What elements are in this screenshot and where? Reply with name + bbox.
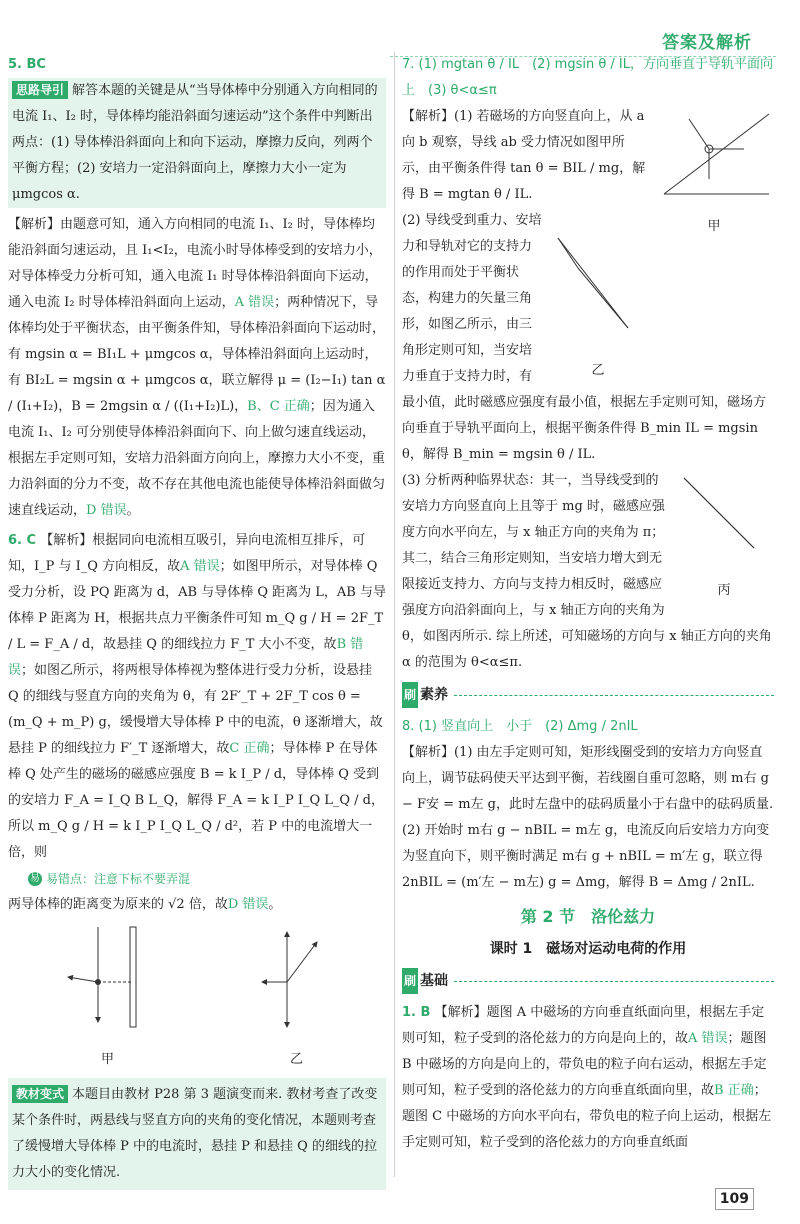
q5-answer: 5. BC (8, 57, 46, 72)
textbook-text: 本题目由教材 P28 第 3 题演变而来. 教材考查了改变某个条件时，两悬线与竖直方向的夹角的变化情况，本题则考查了缓慢增大导体棒 P 中的电流时，悬挂 P 和悬挂 Q 的细线的拉力大小的变化情况. (12, 1087, 378, 1180)
figure-q7-bing (674, 468, 774, 604)
force-diagram-yi (237, 922, 357, 1047)
q6-part4: ；导体棒 P 在导体棒 Q 处产生的磁场的磁感应强度 B = k I_P / d，导体棒 Q 受到的安培力 F_A = I_Q B L_Q，解得 F_A = k I_P I_Q L_Q / d，所以 m_Q g / H = k I_P I_Q L_Q / d²，若 P 中的电流增大一倍，则 (8, 741, 385, 860)
q5-analysis-part1: 【解析】由题意可知，通入方向相同的电流 I₁、I₂ 时，导体棒均能沿斜面匀速运动，且 I₁<I₂，电流小时导体棒受到的安培力小，对导体棒受力分析可知，通入电流 I₁ 时导体棒沿斜面向下运动，通入电流 I₂ 时导体棒沿斜面向上运动， (8, 217, 382, 310)
brush-icon: 刷 (402, 968, 418, 994)
q1-part1: 【解析】题图 A 中磁场的方向垂直纸面向里，根据左手定则可知，粒子受到的洛伦兹力的方向是向上的，故 (402, 1005, 765, 1046)
error-note-text: 易错点：注意下标不要弄混 (46, 872, 191, 886)
q6-answer: 6. C (8, 533, 37, 548)
vector-triangle-bing (674, 468, 774, 568)
q7-part1: 【解析】(1) 若磁场的方向竖直向上，从 a 向 b 观察，导线 ab 受力情况如图甲所示，由平衡条件得 tan θ = BIL / mg，解得 B = mgtan θ / IL. (402, 109, 646, 202)
figure-q7-jia-label: 甲 (707, 219, 721, 234)
section-suyang (402, 682, 774, 708)
brush-icon: 刷 (402, 682, 418, 708)
q7-part2: (2) 导线受到重力、安培力和导轨对它的支持力的作用而处于平衡状态，构建力的矢量三角形，如图乙所示，由三角形定则可知，当安培力垂直于支持力时，有最小值，此时磁感应强度有最小值，根据左手定则可知，磁场方向垂直于导轨平面向上，根据平衡条件得 B_min IL = mgsin θ，解得 B_min = mgsin θ / IL. (402, 213, 767, 462)
textbook-variant (8, 1078, 386, 1190)
q8-part1: 【解析】(1) 由左手定则可知，矩形线圈受到的安培力方向竖直向上，调节砝码使天平达到平衡，若线圈自重可忽略，则 m右 g − F安 = m左 g，此时左盘中的砝码质量小于右盘中的砝码质量. (402, 745, 774, 812)
textbook-tag: 教材变式 (12, 1085, 68, 1103)
q6-part3: ；如图乙所示，将两根导体棒视为整体进行受力分析，设悬挂 Q 的细线与竖直方向的夹角为 θ，有 2F′_T + 2F_T cos θ = (m_Q + m_P) g，缓慢增大导体棒 P 中的电流，θ 逐渐增大，故悬挂 P 的细线拉力 F′_T 逐渐增大，故 (8, 663, 383, 756)
q1-block (402, 1000, 774, 1156)
q5-mark-d: D 错误 (86, 503, 127, 518)
section-jichu-label (402, 968, 448, 994)
figure-yi-label: 乙 (289, 1052, 303, 1067)
q1-part2: ；题图 B 中磁场的方向是向上的，带负电的粒子向右运动，根据左手定则可知，粒子受到的洛伦兹力的方向垂直纸面向里，故 (402, 1031, 767, 1098)
lesson-title: 课时 1 磁场对运动电荷的作用 (489, 941, 687, 957)
page-number: 109 (715, 1188, 754, 1210)
q6-figures (8, 922, 386, 1072)
figure-jia-label: 甲 (100, 1052, 114, 1067)
q6-mark-d: D 错误 (227, 897, 269, 912)
section-rule (454, 695, 774, 696)
q1-part3: ；题图 C 中磁场的方向水平向右，带负电的粒子向上运动，根据左手定则可知，粒子受到的洛伦兹力的方向垂直纸面 (402, 1083, 772, 1150)
page-header-title: 答案及解析 (662, 33, 752, 53)
q6-mark-c: C 正确 (229, 741, 270, 756)
q1-mark-b: B 正确 (714, 1083, 754, 1098)
q5-analysis-part3: ；因为通入电流 I₁、I₂ 可分别使导体棒沿斜面向下、向上做匀速直线运动，根据左手定则可知，安培力沿斜面方向向上，摩擦力大小不变，重力沿斜面的分力不变，故不存在其他电流也能使导体棒沿斜面做匀速直线运动， (8, 399, 386, 518)
q6-end: 。 (268, 897, 282, 912)
section-suyang-label (402, 682, 448, 708)
q1-mark-a: A 错误 (688, 1031, 728, 1046)
q5-mark-bc: B、C 正确 (247, 399, 310, 414)
q6-mark-a: A 错误 (180, 559, 220, 574)
q8-part2: (2) 开始时 m右 g − nBIL = m左 g，电流反向后安培力方向变为竖直向下，则平衡时满足 m右 g + nBIL = m′左 g，联立得 2nBIL = (m′左 − m左) g = Δmg，解得 B = Δmg / 2nIL. (402, 823, 770, 890)
error-note-icon: 易 (30, 873, 40, 884)
guide-tag: 思路导引 (12, 81, 68, 99)
q5-guide (8, 78, 386, 208)
q6-part1: 【解析】根据同向电流相互吸引，异向电流相互排斥，可知，I_P 与 I_Q 方向相反，故 (8, 533, 366, 574)
figure-q7-bing-label: 丙 (717, 583, 731, 598)
section-suyang-text: 素养 (420, 687, 449, 703)
figure-q7-yi (548, 228, 648, 384)
vector-triangle-yi (548, 228, 648, 348)
section-rule (454, 981, 774, 982)
section-jichu-text: 基础 (420, 973, 449, 989)
q6-part5: 两导体棒的距离变为原来的 √2 倍，故 (8, 897, 228, 912)
error-note (8, 866, 386, 892)
q6-mark-b: B 错误 (8, 637, 364, 678)
figure-q7-jia (654, 104, 774, 240)
q6-block (8, 528, 386, 866)
section-title: 第 2 节 洛伦兹力 (520, 907, 656, 926)
figure-yi (237, 922, 357, 1072)
column-divider (394, 52, 395, 1177)
incline-diagram-jia (654, 104, 774, 204)
q8-answer: 8. (1) 竖直向上 小于 (2) Δmg / 2nIL (402, 719, 638, 734)
figure-jia (38, 922, 178, 1072)
q1-answer: 1. B (402, 1005, 431, 1020)
q6-conclusion (8, 892, 386, 918)
q5-analysis-part2: ；两种情况下，导体棒均处于平衡状态，由平衡条件知，导体棒沿斜面向下运动时，有 mgsin α = BI₁L + μmgcos α，导体棒沿斜面向上运动时，有 BI₂L = mgsin α + μmgcos α，联立解得 μ = (I₂−I₁) tan α / (I₁+I₂)，B = 2mgsin α / ((I₁+I₂)L)， (8, 295, 386, 414)
q7-part3: (3) 分析两种临界状态：其一，当导线受到的安培力方向竖直向上且等于 mg 时，磁感应强度方向水平向左，与 x 轴正方向的夹角为 π；其二，结合三角形定则知，当安培力增大到无限接近支持力、方向与支持力相反时，磁感应强度方向沿斜面向上，与 x 轴正方向的夹角为 θ，如图丙所示. 综上所述，可知磁场的方向与 x 轴正方向的夹角 α 的范围为 θ<α≤π. (402, 473, 772, 670)
section-jichu (402, 968, 774, 994)
figure-q7-yi-label: 乙 (591, 363, 605, 378)
q5-analysis (8, 212, 386, 524)
q5-end: 。 (126, 503, 140, 518)
q5-mark-a: A 错误 (234, 295, 275, 310)
guide-text: 解答本题的关键是从“当导体棒中分别通入方向相同的电流 I₁、I₂ 时，导体棒均能沿斜面匀速运动”这个条件中判断出两点：(1) 导体棒沿斜面向上和向下运动，摩擦力反向，列两个平衡方程；(2) 安培力一定沿斜面向上，摩擦力大小一定为 μmgcos α. (12, 83, 378, 202)
right-column (402, 52, 774, 1156)
force-diagram-jia (38, 922, 178, 1047)
q7-answer: 7. (1) mgtan θ / IL (2) mgsin θ / IL，方向垂直于导轨平面向上 (3) θ<α≤π (402, 57, 774, 98)
q6-part2: ；如图甲所示，对导体棒 Q 受力分析，设 PQ 距离为 d，AB 与导体棒 Q 距离为 L，AB 与导体棒 P 距离为 H，根据共点力平衡条件可知 m_Q g / H = 2F_T / L = F_A / d，故悬挂 Q 的细线拉力 F_T 大小不变，故 (8, 559, 386, 652)
left-column (8, 52, 386, 1190)
